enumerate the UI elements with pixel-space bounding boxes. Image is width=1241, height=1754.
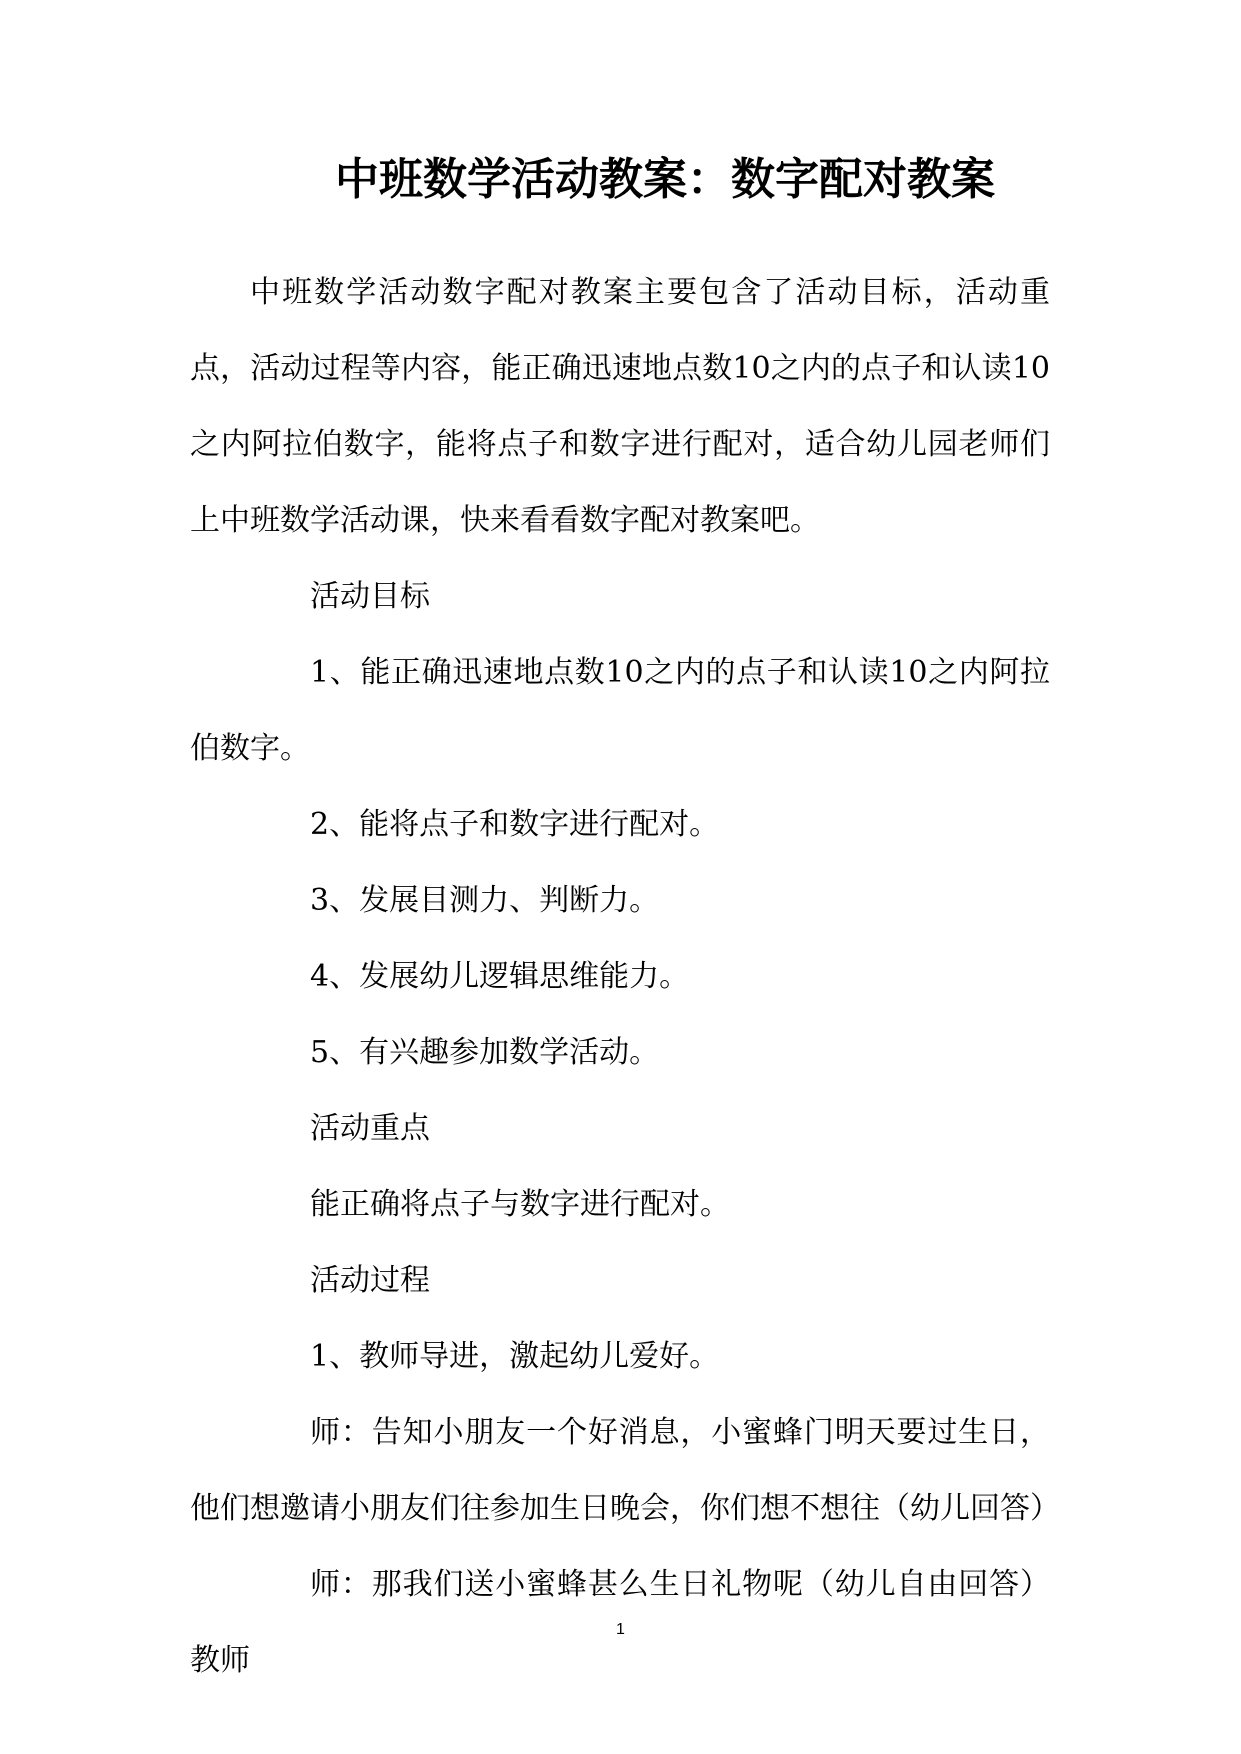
document-title: 中班数学活动教案：数字配对教案: [335, 154, 995, 205]
focus-paragraph: 能正确将点子与数字进行配对。: [310, 1187, 730, 1222]
teacher-dialogue-1: 师：告知小朋友一个好消息，小蜜蜂门明天要过生日，他们想邀请小朋友们往参加生日晚会，你们想不想往（幼儿回答）: [190, 1415, 1060, 1526]
process-step-1: 1、教师导进，激起幼儿爱好。: [310, 1339, 720, 1374]
teacher-dialogue-2: 师：那我们送小蜜蜂甚么生日礼物呢（幼儿自由回答）教师: [190, 1567, 1050, 1678]
section-heading-focus: 活动重点: [310, 1111, 430, 1146]
page-number: 1: [616, 1621, 625, 1638]
document-body: [190, 255, 1060, 1699]
section-heading-goals: 活动目标: [310, 579, 430, 614]
intro-paragraph: 中班数学活动数字配对教案主要包含了活动目标，活动重点，活动过程等内容，能正确迅速地点数10之内的点子和认读10之内阿拉伯数字，能将点子和数字进行配对，适合幼儿园老师们上中班数学活动课，快来看看数字配对教案吧。: [190, 275, 1050, 538]
goal-item-1: 1、能正确迅速地点数10之内的点子和认读10之内阿拉伯数字。: [190, 655, 1050, 766]
goal-item-2: 2、能将点子和数字进行配对。: [310, 807, 720, 842]
section-heading-process: 活动过程: [310, 1263, 430, 1298]
goal-item-3: 3、发展目测力、判断力。: [310, 883, 660, 918]
goal-item-5: 5、有兴趣参加数学活动。: [310, 1035, 660, 1070]
goal-item-4: 4、发展幼儿逻辑思维能力。: [310, 959, 690, 994]
